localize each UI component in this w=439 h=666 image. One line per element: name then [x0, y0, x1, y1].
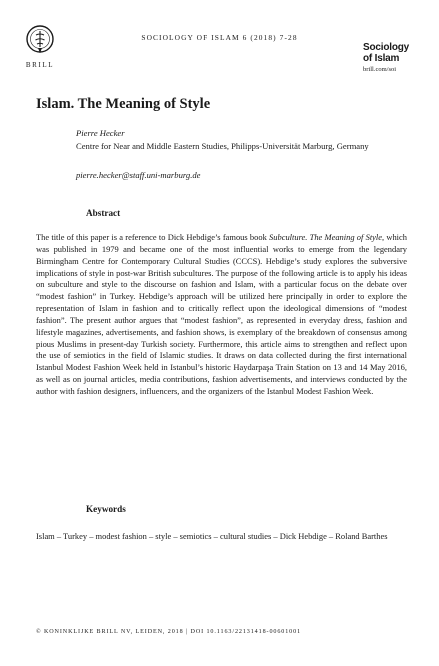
keywords-list: Islam – Turkey – modest fashion – style – semiotics – cultural studies – Dick Hebdige – Roland Barthes	[36, 531, 388, 541]
abstract-text-1: The title of this paper is a reference to Dick Hebdige’s famous book	[36, 232, 270, 242]
author-name: Pierre Hecker	[76, 128, 125, 138]
keywords-heading: Keywords	[86, 504, 126, 514]
author-email[interactable]: pierre.hecker@staff.uni-marburg.de	[76, 170, 201, 180]
running-head: SOCIOLOGY OF ISLAM 6 (2018) 7-28	[141, 33, 298, 42]
book-title: Subculture. The Meaning of Style	[269, 232, 382, 242]
journal-url[interactable]: brill.com/soi	[363, 66, 397, 73]
journal-name-line2: of Islam	[363, 53, 400, 64]
copyright-footer: © KONINKLIJKE BRILL NV, LEIDEN, 2018 | DOI 10.1163/22131418-00601001	[36, 629, 302, 635]
journal-logo	[363, 42, 409, 73]
author-affiliation: Centre for Near and Middle Eastern Studies, Philipps-Universität Marburg, Germany	[76, 141, 369, 151]
publisher-logo	[22, 22, 58, 69]
abstract-text-2: , which was published in 1979 and became one of the most influential works to emerge from the legendary Birmingham Centre for Contemporary Cultural Studies (CCCS). Hebdige’s study explores the subversive implications of style in post-war British subcultures. The purpose of the following article is to apply his ideas on subculture and style to the discourse on fashion and Islam, with a particular focus on the debate over “modest fashion” in Turkey. Hebdige’s approach will be utilized here principally in order to explore the representation of Islam in fashion and to critically reflect upon the ideological dimensions of “modest fashion”. The present author argues that “modest fashion”, as represented in everyday dress, fashion and lifestyle magazines, advertisements, and fashion shows, is exemplary of the breakdown of consensus among pious Muslims in present-day Turkish society. Furthermore, this article aims to strengthen and reflect upon the use of semiotics in the field of Islamic studies. It draws on data collected during the first international Istanbul Modest Fashion Week held in Istanbul’s historic Haydarpaşa Train Station on 13 and 14 May 2016, as well as on journal articles, media contributions, fashion advertisements, and interviews conducted by the author with fashion designers, influencers, and the organizers of the Istanbul Modest Fashion Week.	[36, 232, 407, 396]
publisher-name: BRILL	[25, 61, 55, 69]
article-title: Islam. The Meaning of Style	[36, 96, 211, 112]
abstract-body	[36, 232, 407, 398]
journal-name-line1: Sociology	[363, 42, 409, 53]
abstract-heading: Abstract	[86, 208, 121, 218]
